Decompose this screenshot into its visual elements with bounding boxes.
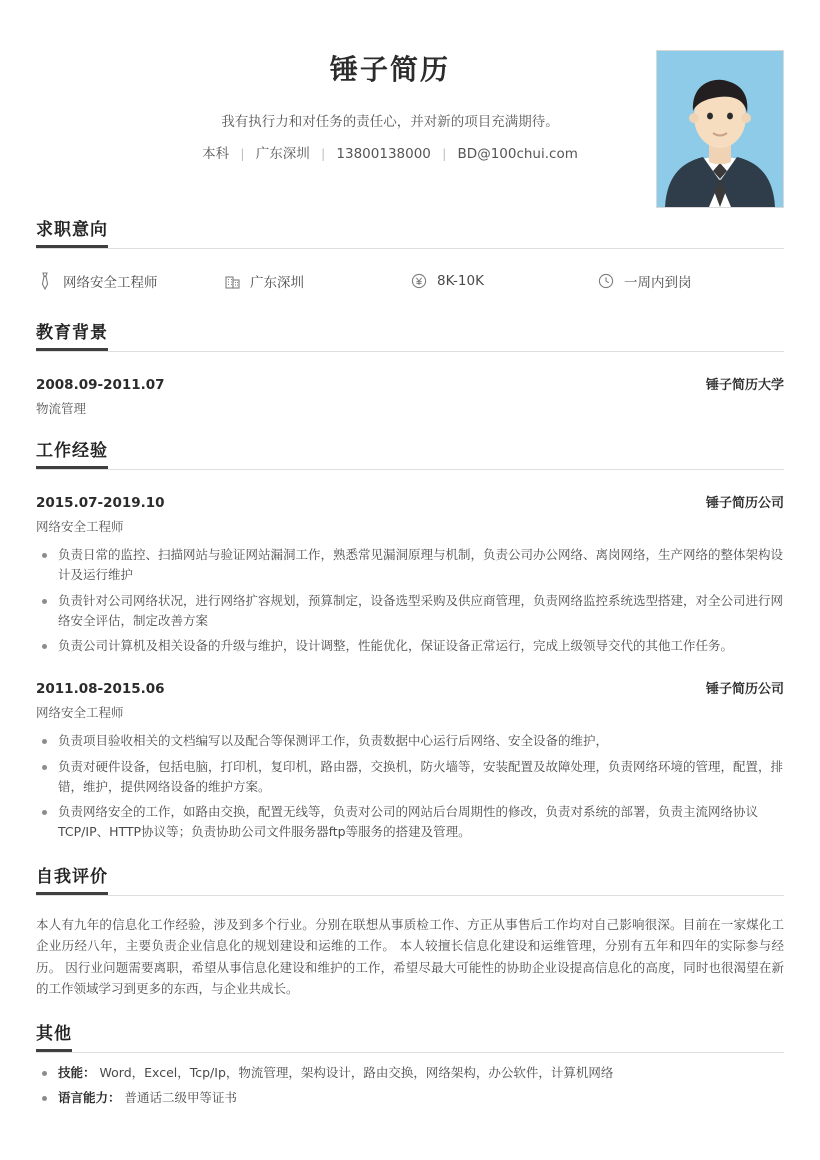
other-skills-value: Word，Excel，Tcp/Ip，物流管理，架构设计，路由交换，网络架构，办公软件，计算机网络 (99, 1064, 614, 1080)
contact-line (36, 142, 744, 162)
contact-divider: | (321, 147, 326, 161)
intention-salary-label: 8K-10K (437, 273, 484, 289)
section-title-wrap (36, 1023, 784, 1052)
section-work (36, 443, 784, 843)
contact-degree: 本科 (202, 146, 230, 162)
tie-icon (36, 272, 54, 290)
contact-divider: | (442, 147, 447, 161)
section-divider (36, 351, 784, 352)
section-title-work: 工作经验 (36, 443, 108, 469)
section-title-evaluation: 自我评价 (36, 869, 108, 895)
list-item: 负责公司计算机及相关设备的升级与维护，设计调整，性能优化，保证设备正常运行，完成上级领导交代的其他工作任务。 (36, 636, 784, 656)
work-bullets (36, 545, 784, 656)
evaluation-text: 本人有九年的信息化工作经验，涉及到多个行业。分别在联想从事质检工作、方正从事售后工作均对自己影响很深。目前在一家煤化工企业历经八年，主要负责企业信息化的规划建设和运维的工作。 本人较擅长信息化建设和运维管理，分别有五年和四年的实际参与经历。 因行业问题需要离职，希望从事信息化建设和维护的工作，希望尽最大可能性的协助企业设提高信息化的高度，同时也很渴望在新的工作领域学习到更多的东西，与企业共成长。 (36, 916, 784, 996)
list-item (36, 1063, 784, 1083)
intention-availability (597, 271, 784, 291)
resume-header (36, 36, 784, 196)
section-divider (36, 469, 784, 470)
list-item: 负责针对公司网络状况，进行网络扩容规划，预算制定，设备选型采购及供应商管理，负责网络监控系统选型搭建，对全公司进行网络安全评估，制定改善方案 (36, 591, 784, 632)
contact-email: BD@100chui.com (457, 146, 578, 162)
section-title-wrap (36, 222, 784, 248)
work-role: 网络安全工程师 (36, 705, 124, 721)
list-item: 负责项目验收相关的文档编写以及配合等保测评工作，负责数据中心运行后网络、安全设备的维护， (36, 731, 784, 751)
section-title-education: 教育背景 (36, 325, 108, 351)
intention-position (36, 271, 223, 291)
work-company: 锤子简历公司 (705, 496, 784, 511)
list-item: 负责网络安全的工作，如路由交换，配置无线等，负责对公司的网站后台周期性的修改，负责对系统的部署，负责主流网络协议TCP/IP、HTTP协议等；负责协助公司文件服务器ftp等服务的搭建及管理。 (36, 802, 784, 843)
work-bullets (36, 731, 784, 842)
intention-city-label: 广东深圳 (250, 275, 304, 291)
work-company: 锤子简历公司 (705, 682, 784, 698)
intention-row (36, 271, 784, 299)
section-title-intention: 求职意向 (36, 222, 108, 248)
section-title-wrap (36, 866, 784, 895)
contact-divider: | (240, 147, 245, 161)
section-other (36, 1023, 784, 1109)
education-entry (36, 374, 784, 417)
education-school: 锤子简历大学 (705, 378, 784, 393)
work-entry (36, 678, 784, 842)
section-divider (36, 248, 784, 249)
other-language-value: 普通话二级甲等证书 (124, 1089, 238, 1105)
work-date: 2015.07-2019.10 (36, 495, 165, 511)
intention-salary (410, 271, 597, 291)
intention-city (223, 271, 410, 291)
entry-header (36, 492, 784, 511)
education-major: 物流管理 (36, 401, 87, 416)
section-title-wrap (36, 325, 784, 351)
header-tagline: 我有执行力和对任务的责任心，并对新的项目充满期待。 (221, 114, 559, 130)
contact-location: 广东深圳 (255, 146, 310, 162)
intention-position-label: 网络安全工程师 (63, 275, 158, 291)
section-intention (36, 222, 784, 299)
section-education (36, 325, 784, 417)
entry-header (36, 678, 784, 697)
clock-icon (597, 272, 615, 290)
work-entry (36, 492, 784, 656)
intention-availability-label: 一周内到岗 (624, 275, 692, 291)
section-divider (36, 895, 784, 896)
avatar-illustration (657, 51, 783, 207)
page-title: 锤子简历 (329, 53, 450, 86)
list-item (36, 1088, 784, 1108)
other-language-label: 语言能力： (58, 1089, 121, 1105)
section-evaluation (36, 866, 784, 1000)
list-item: 负责日常的监控、扫描网站与验证网站漏洞工作，熟悉常见漏洞原理与机制，负责公司办公网络、离岗网络，生产网络的整体架构设计及运行维护 (36, 545, 784, 586)
building-icon (223, 272, 241, 290)
work-role: 网络安全工程师 (36, 519, 124, 534)
section-title-other: 其他 (36, 1026, 72, 1052)
other-skills-label: 技能： (58, 1064, 96, 1080)
yuan-icon (410, 272, 428, 290)
other-list (36, 1063, 784, 1109)
avatar (656, 50, 784, 208)
work-date: 2011.08-2015.06 (36, 681, 165, 698)
entry-header (36, 374, 784, 393)
section-title-wrap (36, 443, 784, 469)
contact-phone: 13800138000 (336, 146, 431, 162)
section-divider (36, 1052, 784, 1053)
education-date: 2008.09-2011.07 (36, 377, 165, 393)
list-item: 负责对硬件设备，包括电脑，打印机，复印机，路由器，交换机，防火墙等，安装配置及故障处理，负责网络环境的管理，配置，排错，维护，提供网络设备的维护方案。 (36, 757, 784, 798)
